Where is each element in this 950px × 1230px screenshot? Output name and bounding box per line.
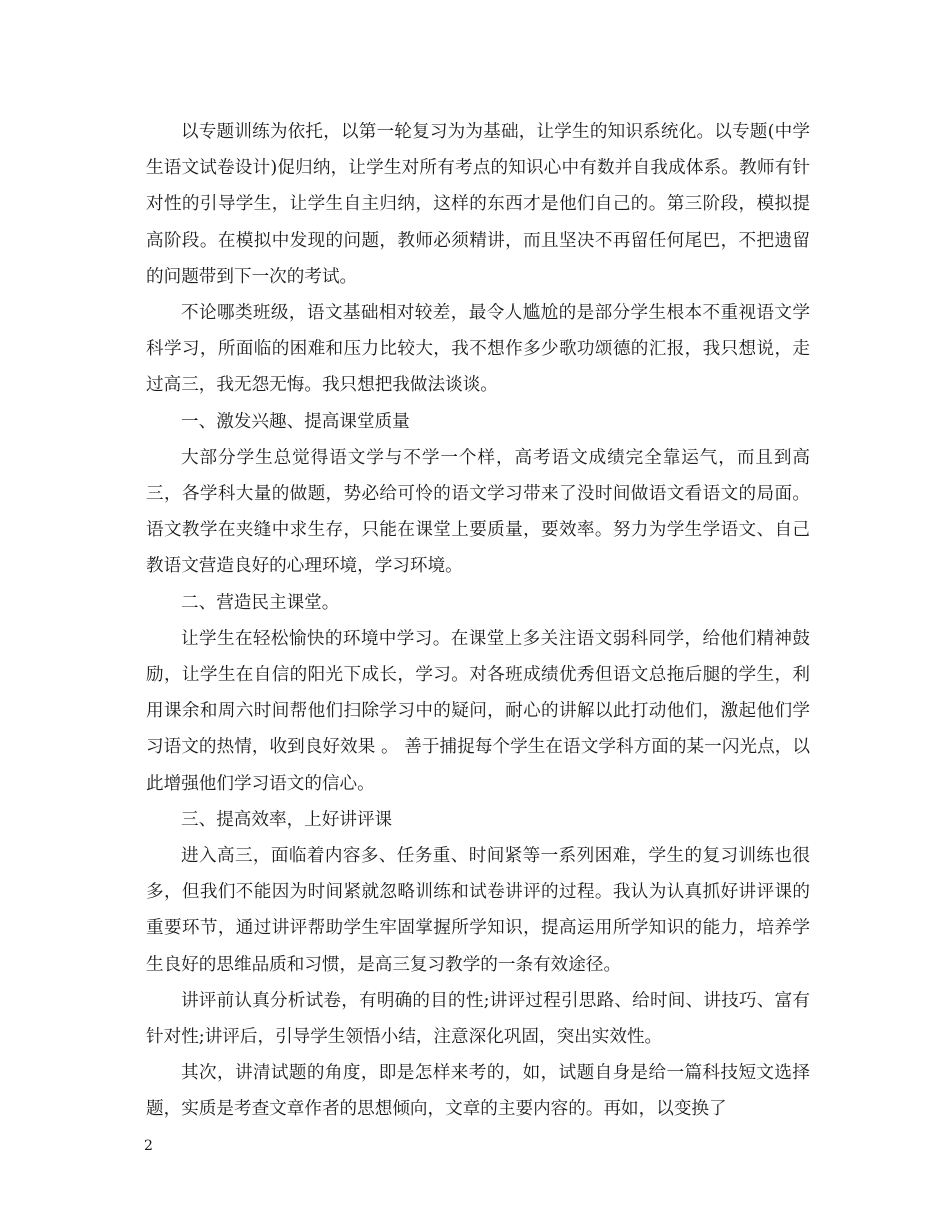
section-heading-1: 一、激发兴趣、提高课堂质量: [181, 411, 410, 432]
page-number: 2: [144, 1138, 153, 1154]
paragraph-democratic-class: 让学生在轻松愉快的环境中学习。在课堂上多关注语文弱科同学，给他们精神鼓励，让学生在自信的阳光下成长，学习。对各班成绩优秀但语文总拖后腿的学生，利用课余和周六时间帮他们扫除学习中的疑问，耐心的讲解以此打动他们，激起他们学习语文的热情，收到良好效果 。 善于捕捉每个学生在语文学科方面的某一闪光点，以此增强他们学习语文的信心。: [146, 628, 810, 794]
paragraph-question-angle: 其次，讲清试题的角度，即是怎样来考的，如，试题自身是给一篇科技短文选择题，实质是考查文章作者的思想倾向，文章的主要内容的。再如，以变换了: [146, 1063, 810, 1120]
paragraph-efficiency: 进入高三，面临着内容多、任务重、时间紧等一系列困难，学生的复习训练也很多，但我们不能因为时间紧就忽略训练和试卷讲评的过程。我认为认真抓好讲评课的重要环节，通过讲评帮助学生牢固掌握所学知识，提高运用所学知识的能力，培养学生良好的思维品质和习惯，是高三复习教学的一条有效途径。: [146, 846, 810, 975]
paragraph-class-situation: 不论哪类班级，语文基础相对较差，最令人尴尬的是部分学生根本不重视语文学科学习，所面临的困难和压力比较大，我不想作多少歌功颂德的汇报，我只想说，走过高三，我无怨无悔。我只想把我做法谈谈。: [146, 303, 810, 396]
section-heading-2: 二、营造民主课堂。: [181, 592, 340, 613]
paragraph-review-stages: 以专题训练为依托，以第一轮复习为为基础，让学生的知识系统化。以专题(中学生语文试卷设计)促归纳，让学生对所有考点的知识心中有数并自我成体系。教师有针对性的引导学生，让学生自主归纳，这样的东西才是他们自己的。第三阶段，模拟提高阶段。在模拟中发现的问题，教师必须精讲，而且坚决不再留任何尾巴，不把遗留的问题带到下一次的考试。: [146, 122, 810, 287]
paragraph-review-method: 讲评前认真分析试卷，有明确的目的性;讲评过程引思路、给时间、讲技巧、富有针对性;讲评后，引导学生领悟小结，注意深化巩固，突出实效性。: [146, 990, 810, 1048]
paragraph-interest: 大部分学生总觉得语文学与不学一个样，高考语文成绩完全靠运气，而且到高三，各学科大量的做题，势必给可怜的语文学习带来了没时间做语文看语文的局面。语文教学在夹缝中求生存，只能在课堂上要质量，要效率。努力为学生学语文、自己教语文营造良好的心理环境，学习环境。: [146, 447, 810, 577]
section-heading-3: 三、提高效率，上好讲评课: [181, 809, 393, 830]
document-body: [146, 114, 810, 1128]
